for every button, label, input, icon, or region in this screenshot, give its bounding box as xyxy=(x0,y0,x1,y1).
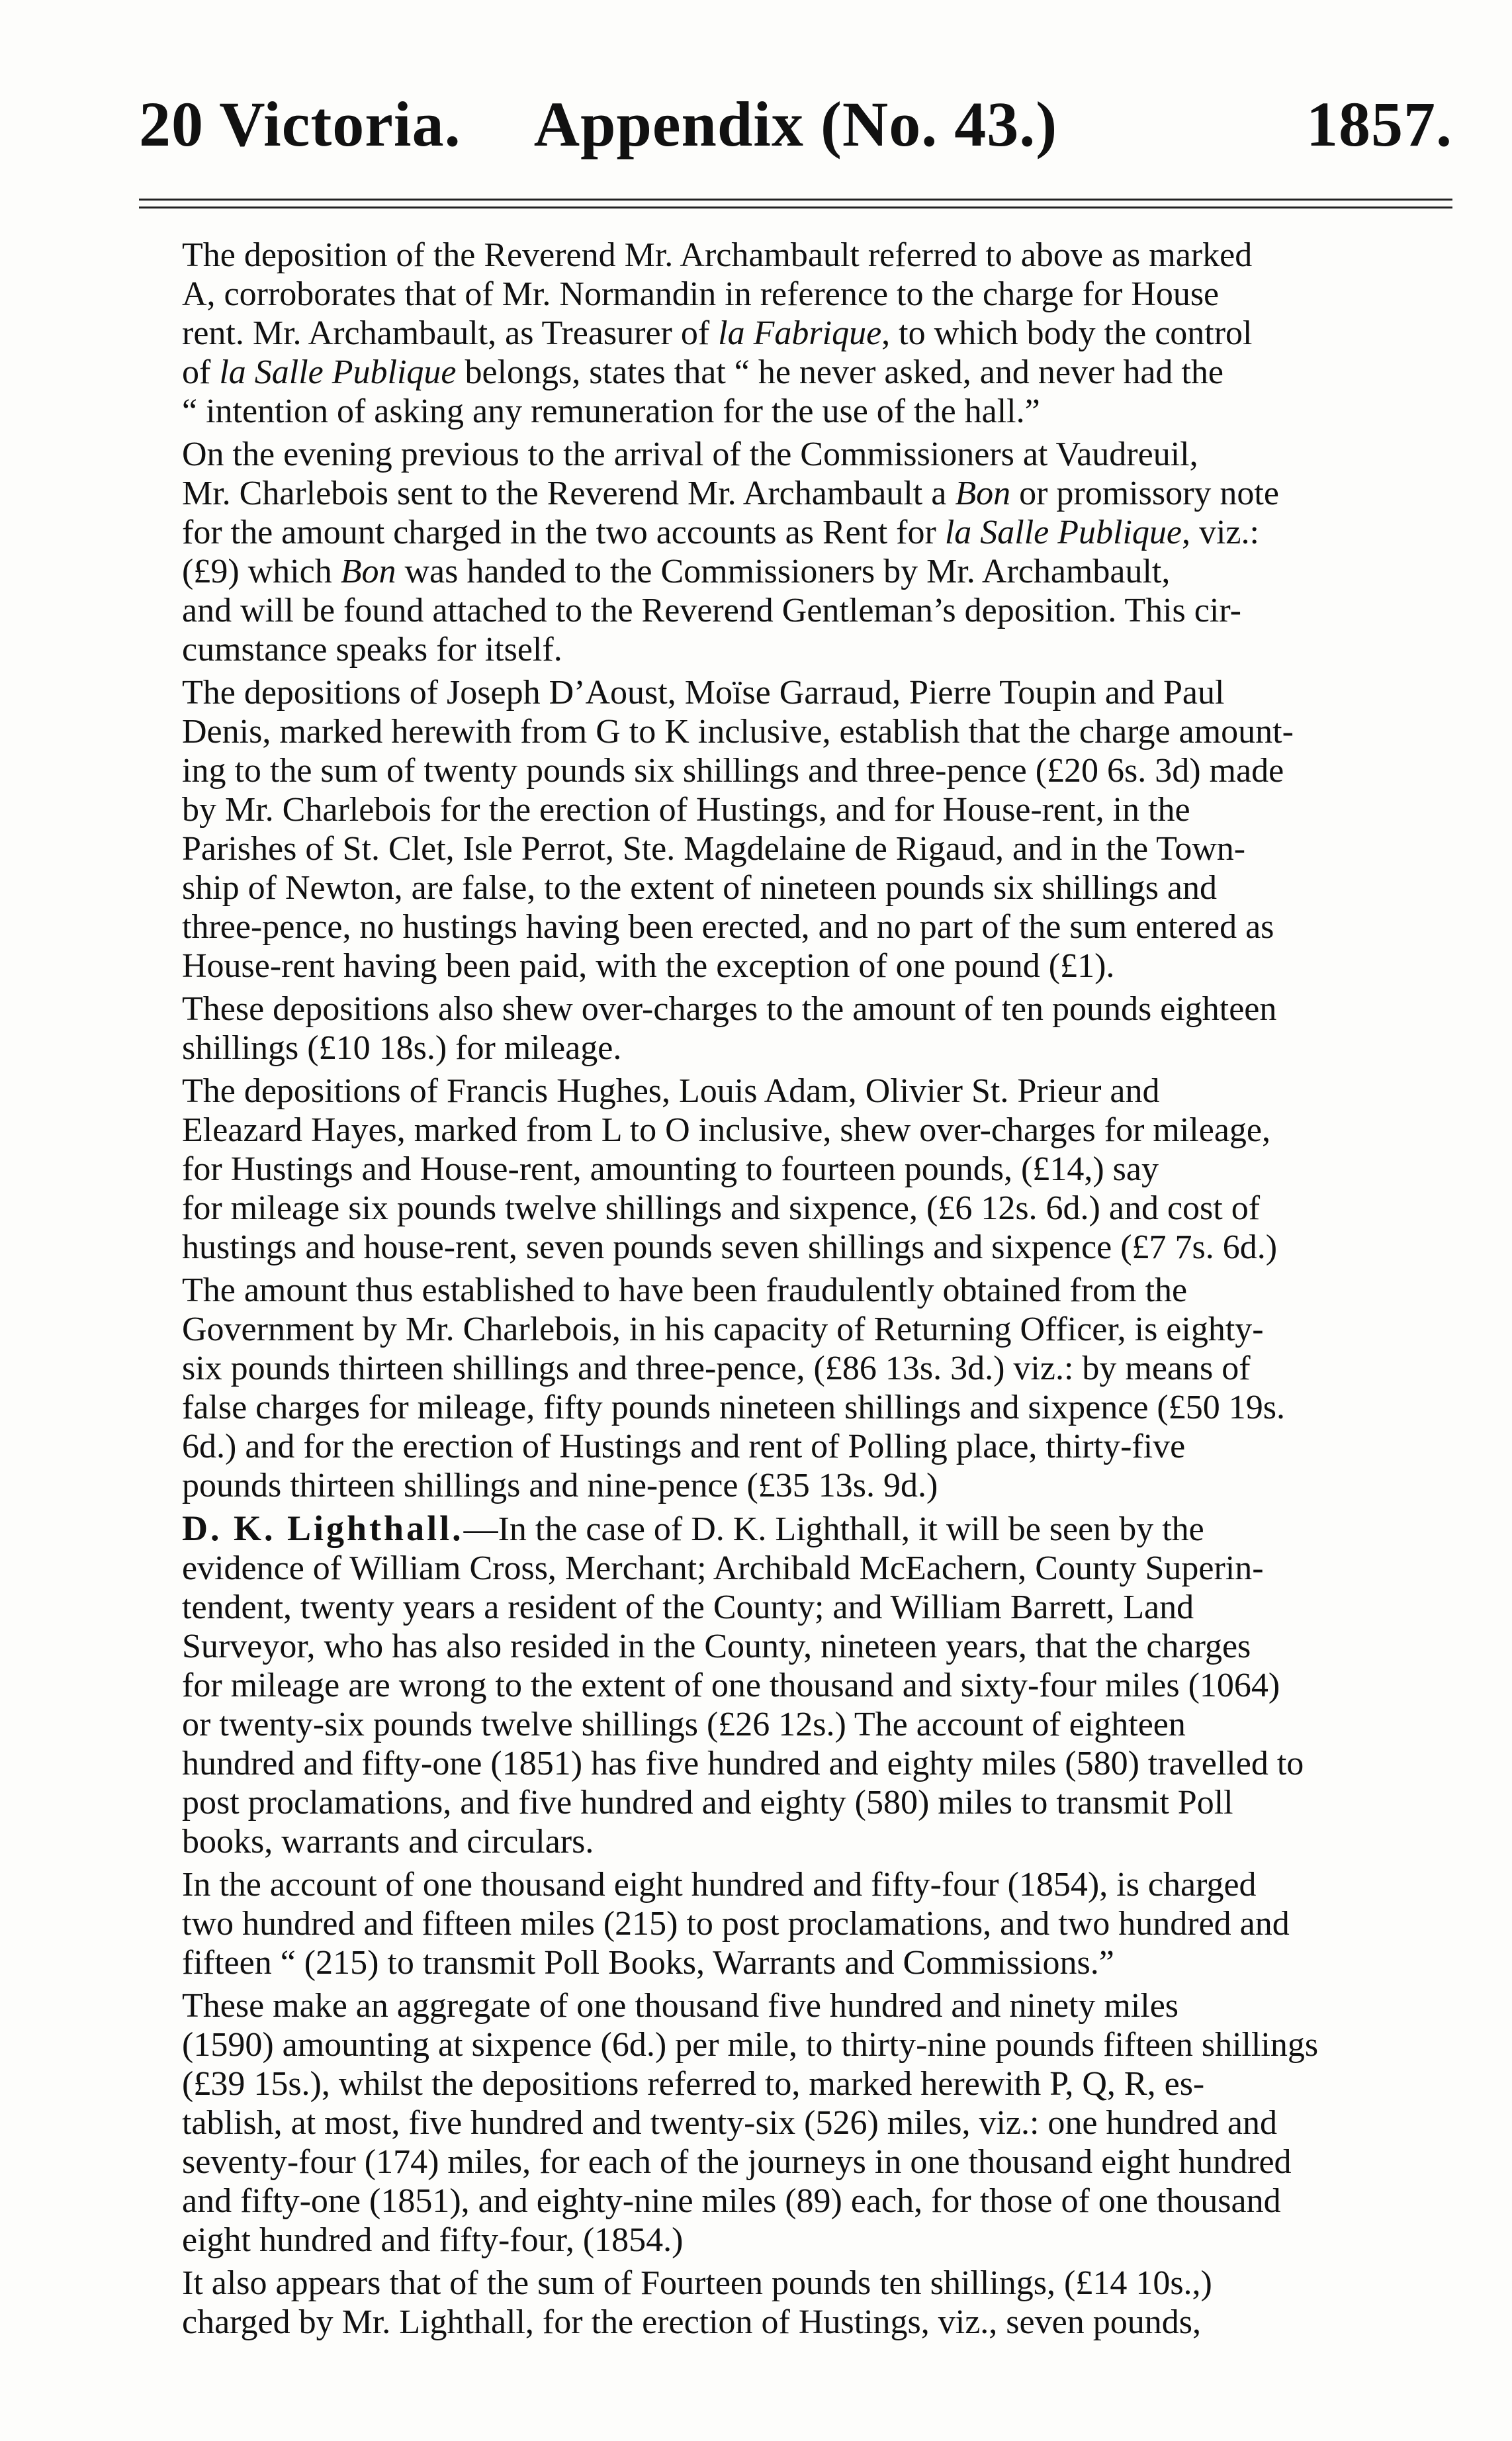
text-line xyxy=(149,1705,1446,1744)
text-line xyxy=(149,673,1446,712)
italic-text: Bon xyxy=(340,553,396,590)
text-segment: was handed to the Commissioners by Mr. Archambault, xyxy=(396,553,1171,590)
text-line xyxy=(149,1427,1446,1466)
text-segment: , to which body the control xyxy=(881,314,1253,352)
text-segment: The deposition of the Reverend Mr. Archambault referred to above as marked xyxy=(182,236,1253,274)
text-segment: post proclamations, and five hundred and eighty (580) miles to transmit Poll xyxy=(182,1784,1233,1821)
text-segment: In the account of one thousand eight hundred and fifty-four (1854), is charged xyxy=(182,1866,1257,1904)
text-segment: 6d.) and for the erection of Hustings and rent of Polling place, thirty-five xyxy=(182,1428,1186,1465)
paragraph xyxy=(149,435,1446,669)
text-line xyxy=(149,907,1446,946)
text-segment: —In the case of D. K. Lighthall, it will be seen by the xyxy=(463,1510,1204,1548)
text-segment: ship of Newton, are false, to the extent of nineteen pounds six shillings and xyxy=(182,869,1218,907)
text-segment: pounds thirteen shillings and nine-pence (£35 13s. 9d.) xyxy=(182,1467,938,1504)
text-line xyxy=(149,2064,1446,2103)
text-line xyxy=(149,712,1446,751)
text-line xyxy=(149,2182,1446,2221)
text-line xyxy=(149,1549,1446,1588)
text-segment: The depositions of Francis Hughes, Louis Adam, Olivier St. Prieur and xyxy=(182,1072,1160,1110)
body-text xyxy=(149,236,1446,2346)
text-line xyxy=(149,1509,1446,1549)
text-line xyxy=(149,513,1446,552)
text-line xyxy=(149,1627,1446,1666)
text-segment: Denis, marked herewith from G to K inclusive, establish that the charge amount- xyxy=(182,713,1294,751)
text-line xyxy=(149,751,1446,790)
text-line xyxy=(149,790,1446,829)
text-line xyxy=(149,2303,1446,2342)
text-line xyxy=(149,314,1446,353)
text-line xyxy=(149,2221,1446,2260)
text-segment: The amount thus established to have been fraudulently obtained from the xyxy=(182,1271,1188,1309)
page-header xyxy=(139,85,1452,164)
text-line xyxy=(149,2025,1446,2064)
text-line xyxy=(149,1986,1446,2025)
text-segment: cumstance speaks for itself. xyxy=(182,631,562,668)
text-segment: and fifty-one (1851), and eighty-nine miles (89) each, for those of one thousand xyxy=(182,2182,1281,2220)
text-segment: six pounds thirteen shillings and three-pence, (£86 13s. 3d.) viz.: by means of xyxy=(182,1350,1251,1387)
paragraph xyxy=(149,1865,1446,1982)
text-line xyxy=(149,1029,1446,1068)
text-segment: (£39 15s.), whilst the depositions referred to, marked herewith P, Q, R, es- xyxy=(182,2065,1205,2103)
header-rule-bottom xyxy=(139,207,1452,208)
text-segment: belongs, states that “ he never asked, and never had the xyxy=(456,353,1223,391)
text-segment: eight hundred and fifty-four, (1854.) xyxy=(182,2221,684,2259)
header-year: 1857. xyxy=(1306,89,1452,160)
text-segment: “ intention of asking any remuneration for the use of the hall.” xyxy=(182,392,1040,430)
text-line xyxy=(149,1666,1446,1705)
text-segment: The depositions of Joseph D’Aoust, Moïse Garraud, Pierre Toupin and Paul xyxy=(182,674,1225,712)
text-segment: hustings and house-rent, seven pounds seven shillings and sixpence (£7 7s. 6d.) xyxy=(182,1228,1278,1266)
text-line xyxy=(149,1783,1446,1822)
text-line xyxy=(149,236,1446,275)
italic-text: la Fabrique xyxy=(718,314,882,352)
text-line xyxy=(149,1349,1446,1388)
text-segment: fifteen “ (215) to transmit Poll Books, Warrants and Commissions.” xyxy=(182,1944,1114,1982)
text-segment: for mileage are wrong to the extent of one thousand and sixty-four miles (1064) xyxy=(182,1667,1280,1704)
text-segment: Eleazard Hayes, marked from L to O inclusive, shew over-charges for mileage, xyxy=(182,1111,1270,1149)
text-segment: for mileage six pounds twelve shillings and sixpence, (£6 12s. 6d.) and cost of xyxy=(182,1189,1261,1227)
text-line xyxy=(149,474,1446,513)
text-line xyxy=(149,946,1446,986)
header-appendix: Appendix (No. 43.) xyxy=(533,89,1058,160)
text-line xyxy=(149,1588,1446,1627)
text-line xyxy=(149,1189,1446,1228)
text-segment: three-pence, no hustings having been erected, and no part of the sum entered as xyxy=(182,908,1274,946)
text-line xyxy=(149,1271,1446,1310)
text-segment: or twenty-six pounds twelve shillings (£26 12s.) The account of eighteen xyxy=(182,1706,1186,1743)
text-line xyxy=(149,990,1446,1029)
paragraph xyxy=(149,673,1446,986)
header-session: 20 Victoria. xyxy=(139,89,461,160)
paragraph xyxy=(149,1072,1446,1267)
text-segment: These depositions also shew over-charges to the amount of ten pounds eighteen xyxy=(182,990,1277,1028)
text-segment: two hundred and fifteen miles (215) to post proclamations, and two hundred and xyxy=(182,1905,1290,1943)
text-segment: hundred and fifty-one (1851) has five hundred and eighty miles (580) travelled to xyxy=(182,1745,1304,1782)
text-line xyxy=(149,1111,1446,1150)
text-line xyxy=(149,1744,1446,1783)
italic-text: Bon xyxy=(955,475,1011,512)
paragraph xyxy=(149,1986,1446,2260)
text-line xyxy=(149,1904,1446,1943)
text-segment: It also appears that of the sum of Fourteen pounds ten shillings, (£14 10s.,) xyxy=(182,2264,1212,2302)
text-segment: for Hustings and House-rent, amounting to fourteen pounds, (£14,) say xyxy=(182,1150,1159,1188)
text-line xyxy=(149,2264,1446,2303)
text-segment: tablish, at most, five hundred and twenty-six (526) miles, viz.: one hundred and xyxy=(182,2104,1277,2142)
text-segment: seventy-four (174) miles, for each of the journeys in one thousand eight hundred xyxy=(182,2143,1292,2181)
text-line xyxy=(149,1466,1446,1505)
text-line xyxy=(149,1822,1446,1861)
text-segment: These make an aggregate of one thousand five hundred and ninety miles xyxy=(182,1987,1179,2025)
text-line xyxy=(149,1072,1446,1111)
text-segment: of xyxy=(182,353,220,391)
text-segment: Surveyor, who has also resided in the County, nineteen years, that the charges xyxy=(182,1628,1251,1665)
text-line xyxy=(149,1943,1446,1982)
italic-text: la Salle Publique xyxy=(219,353,457,391)
text-line xyxy=(149,2103,1446,2142)
text-segment: charged by Mr. Lighthall, for the erection of Hustings, viz., seven pounds, xyxy=(182,2303,1201,2341)
text-line xyxy=(149,591,1446,630)
text-segment: tendent, twenty years a resident of the County; and William Barrett, Land xyxy=(182,1589,1194,1626)
text-line xyxy=(149,1150,1446,1189)
text-segment: by Mr. Charlebois for the erection of Hustings, and for House-rent, in the xyxy=(182,791,1190,829)
text-line xyxy=(149,435,1446,474)
text-segment: Parishes of St. Clet, Isle Perrot, Ste. Magdelaine de Rigaud, and in the Town- xyxy=(182,830,1246,868)
text-segment: false charges for mileage, fifty pounds nineteen shillings and sixpence (£50 19s. xyxy=(182,1389,1285,1426)
text-segment: (£9) which xyxy=(182,553,341,590)
text-line xyxy=(149,829,1446,868)
text-line xyxy=(149,275,1446,314)
text-segment: On the evening previous to the arrival of the Commissioners at Vaudreuil, xyxy=(182,436,1198,473)
text-segment: shillings (£10 18s.) for mileage. xyxy=(182,1029,622,1067)
section-heading: D. K. Lighthall. xyxy=(182,1508,464,1548)
text-segment: rent. Mr. Archambault, as Treasurer of xyxy=(182,314,719,352)
text-segment: House-rent having been paid, with the exception of one pound (£1). xyxy=(182,947,1115,985)
text-line xyxy=(149,552,1446,591)
text-line xyxy=(149,630,1446,669)
text-line xyxy=(149,868,1446,907)
text-line xyxy=(149,1310,1446,1349)
text-segment: for the amount charged in the two accounts as Rent for xyxy=(182,514,945,551)
text-segment: or promissory note xyxy=(1010,475,1279,512)
text-line xyxy=(149,392,1446,431)
text-segment: A, corroborates that of Mr. Normandin in reference to the charge for House xyxy=(182,275,1220,313)
paragraph xyxy=(149,2264,1446,2342)
text-segment: Government by Mr. Charlebois, in his capacity of Returning Officer, is eighty- xyxy=(182,1311,1264,1348)
text-line xyxy=(149,1388,1446,1427)
text-segment: ing to the sum of twenty pounds six shillings and three-pence (£20 6s. 3d) made xyxy=(182,752,1284,790)
text-segment: , viz.: xyxy=(1181,514,1259,551)
paragraph xyxy=(149,990,1446,1068)
text-segment: books, warrants and circulars. xyxy=(182,1823,594,1861)
text-segment: (1590) amounting at sixpence (6d.) per mile, to thirty-nine pounds fifteen shillings xyxy=(182,2026,1319,2064)
text-line xyxy=(149,1865,1446,1904)
paragraph xyxy=(149,1271,1446,1505)
text-segment: and will be found attached to the Reverend Gentleman’s deposition. This cir- xyxy=(182,592,1241,629)
header-rule-top xyxy=(139,199,1452,201)
paragraph xyxy=(149,1509,1446,1861)
text-line xyxy=(149,1228,1446,1267)
text-segment: evidence of William Cross, Merchant; Archibald McEachern, County Superin- xyxy=(182,1549,1264,1587)
italic-text: la Salle Publique xyxy=(944,514,1182,551)
text-segment: Mr. Charlebois sent to the Reverend Mr. Archambault a xyxy=(182,475,956,512)
text-line xyxy=(149,2142,1446,2182)
paragraph xyxy=(149,236,1446,431)
text-line xyxy=(149,353,1446,392)
